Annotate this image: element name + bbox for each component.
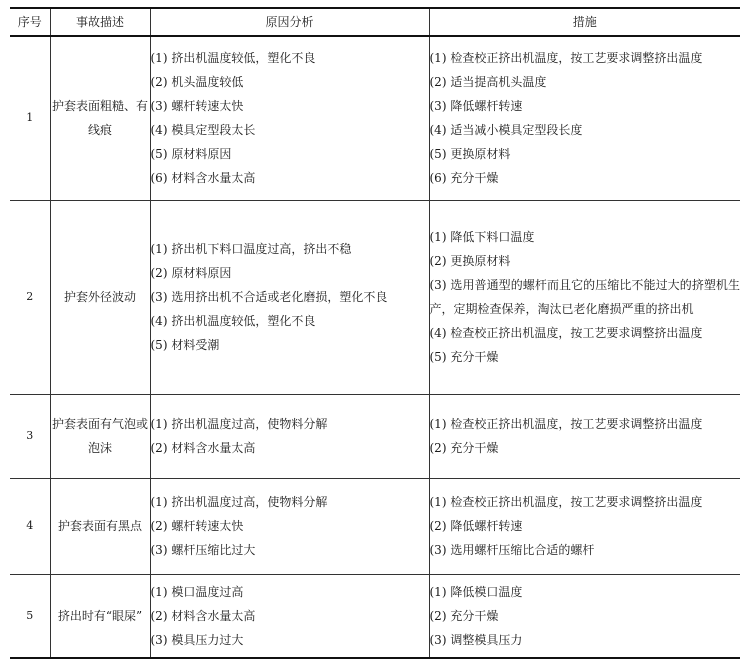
- measure-list: [429, 574, 740, 658]
- cause-item: (1) 挤出机温度较低，塑化不良: [150, 51, 316, 66]
- fault-description: 护套表面粗糙、有线痕: [50, 36, 150, 200]
- measure-item: (2) 降低螺杆转速: [429, 519, 523, 533]
- table-row: [10, 394, 740, 478]
- cause-item: (4) 模具定型段太长: [150, 123, 256, 138]
- cause-item: (4) 挤出机温度较低，塑化不良: [150, 314, 316, 328]
- measure-item: (1) 降低模口温度: [429, 584, 523, 599]
- measure-item: (3) 选用普通型的螺杆而且它的压缩比不能过大的挤塑机生产，定期检查保养，淘汰已老化磨损严重的挤出机: [429, 278, 740, 316]
- cause-item: (1) 挤出机温度过高，使物料分解: [150, 495, 328, 509]
- measure-item: (1) 检查校正挤出机温度，按工艺要求调整挤出温度: [429, 495, 703, 509]
- measure-item: (5) 充分干燥: [429, 350, 499, 364]
- fault-description: 护套外径波动: [50, 200, 150, 394]
- cause-item: (3) 选用挤出机不合适或老化磨损，塑化不良: [150, 290, 388, 304]
- measure-list: [429, 36, 740, 200]
- cause-item: (3) 螺杆压缩比过大: [150, 543, 256, 557]
- row-number: 2: [10, 200, 50, 394]
- cause-item: (1) 挤出机下料口温度过高，挤出不稳: [150, 242, 352, 256]
- cause-list: [150, 574, 429, 658]
- fault-description: 护套表面有黑点: [50, 478, 150, 574]
- cause-item: (2) 机头温度较低: [150, 75, 244, 90]
- measure-item: (6) 充分干燥: [429, 171, 499, 186]
- table-row: [10, 200, 740, 394]
- measure-list: [429, 394, 740, 478]
- cause-list: [150, 36, 429, 200]
- cause-item: (5) 原材料原因: [150, 147, 232, 162]
- measure-list: [429, 200, 740, 394]
- cause-item: (2) 材料含水量太高: [150, 608, 256, 623]
- header-desc: 事故描述: [50, 8, 150, 36]
- cause-item: (5) 材料受潮: [150, 338, 220, 352]
- table-row: [10, 36, 740, 200]
- measure-item: (1) 检查校正挤出机温度，按工艺要求调整挤出温度: [429, 51, 703, 66]
- fault-analysis-table: [10, 7, 740, 659]
- cause-list: [150, 478, 429, 574]
- measure-item: (2) 适当提高机头温度: [429, 75, 547, 90]
- table-row: [10, 574, 740, 658]
- measure-item: (3) 选用螺杆压缩比合适的螺杆: [429, 543, 595, 557]
- cause-item: (3) 螺杆转速太快: [150, 99, 244, 114]
- row-number: 1: [10, 36, 50, 200]
- measure-item: (5) 更换原材料: [429, 147, 511, 162]
- cause-item: (2) 原材料原因: [150, 266, 232, 280]
- row-number: 3: [10, 394, 50, 478]
- header-measure: 措施: [429, 8, 740, 36]
- table-row: [10, 478, 740, 574]
- cause-item: (6) 材料含水量太高: [150, 171, 256, 186]
- header-no: 序号: [10, 8, 50, 36]
- measure-list: [429, 478, 740, 574]
- measure-item: (1) 降低下料口温度: [429, 230, 535, 244]
- measure-item: (2) 充分干燥: [429, 608, 499, 623]
- measure-item: (1) 检查校正挤出机温度，按工艺要求调整挤出温度: [429, 417, 703, 431]
- fault-description: 护套表面有气泡或泡沫: [50, 394, 150, 478]
- table-header-row: [10, 8, 740, 36]
- measure-item: (3) 调整模具压力: [429, 632, 523, 647]
- measure-item: (3) 降低螺杆转速: [429, 99, 523, 114]
- measure-item: (4) 适当减小模具定型段长度: [429, 123, 583, 138]
- fault-description: 挤出时有“眼屎”: [50, 574, 150, 658]
- row-number: 5: [10, 574, 50, 658]
- cause-item: (2) 螺杆转速太快: [150, 519, 244, 533]
- cause-list: [150, 394, 429, 478]
- cause-item: (3) 模具压力过大: [150, 632, 244, 647]
- cause-item: (2) 材料含水量太高: [150, 441, 256, 455]
- measure-item: (2) 充分干燥: [429, 441, 499, 455]
- cause-item: (1) 挤出机温度过高，使物料分解: [150, 417, 328, 431]
- measure-item: (2) 更换原材料: [429, 254, 511, 268]
- cause-item: (1) 模口温度过高: [150, 584, 244, 599]
- header-cause: 原因分析: [150, 8, 429, 36]
- cause-list: [150, 200, 429, 394]
- row-number: 4: [10, 478, 50, 574]
- measure-item: (4) 检查校正挤出机温度，按工艺要求调整挤出温度: [429, 326, 703, 340]
